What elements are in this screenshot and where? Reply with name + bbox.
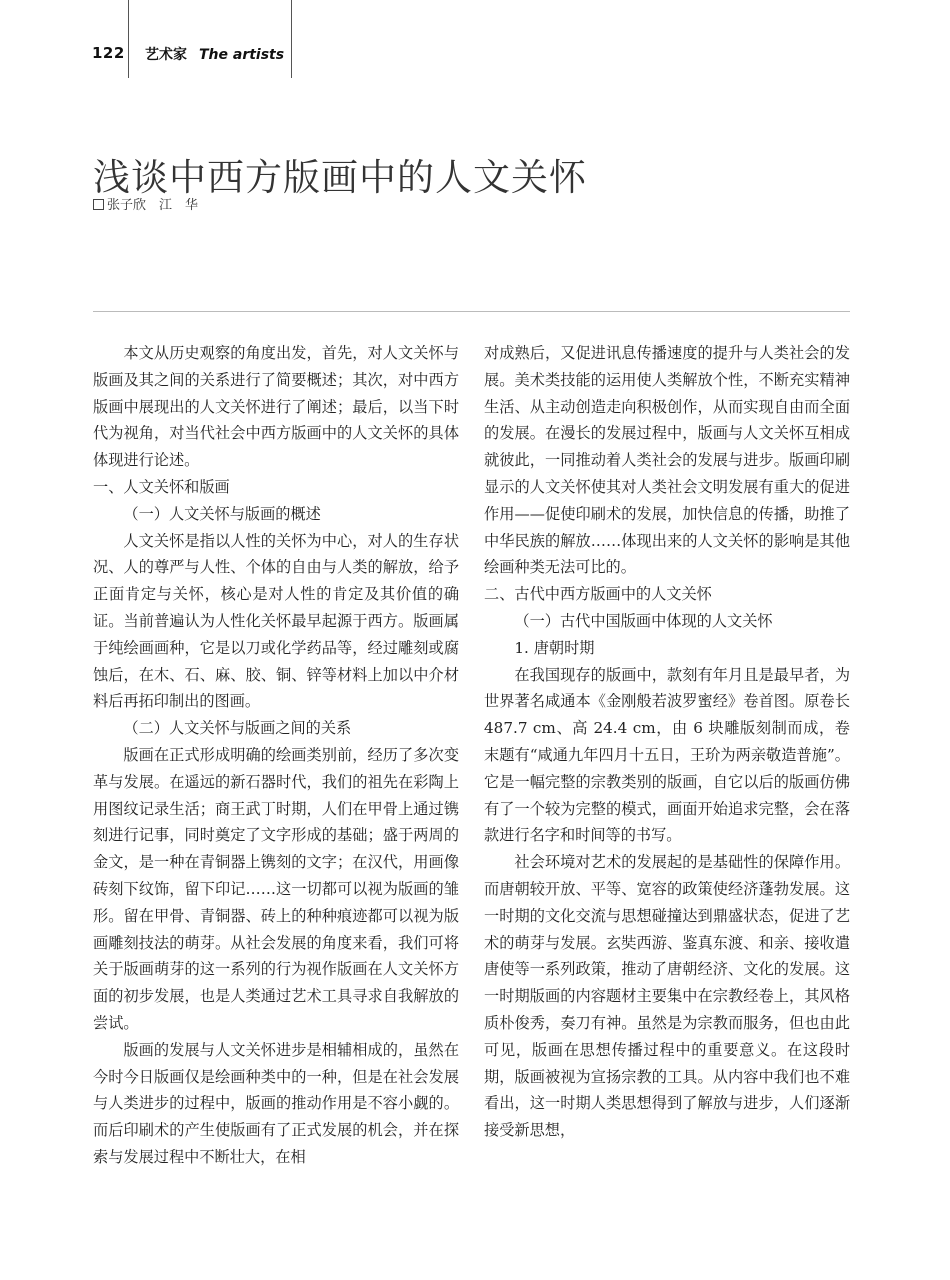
body-paragraph: 社会环境对艺术的发展起的是基础性的保障作用。而唐朝较开放、平等、宽容的政策使经济蓬勃发展。这一时期的文化交流与思想碰撞达到鼎盛状态，促进了艺术的萌芽与发展。玄奘西游、鉴真东渡、和亲、接收遣唐使等一系列政策，推动了唐朝经济、文化的发展。这一时期版画的内容题材主要集中在宗教经卷上，其风格质朴俊秀，奏刀有神。虽然是为宗教而服务，但也由此可见，版画在思想传播过程中的重要意义。在这段时期，版画被视为宣扬宗教的工具。从内容中我们也不难看出，这一时期人类思想得到了解放与进步，人们逐渐接受新思想， [484,853,850,1140]
header-divider-left [128,0,129,78]
body-paragraph: 人文关怀是指以人性的关怀为中心，对人的生存状况、人的尊严与人性、个体的自由与人类的解放，给予正面肯定与关怀，核心是对人性的肯定及其价值的确证。当前普遍认为人性化关怀最早起源于西方。版画属于纯绘画画种，它是以刀或化学药品等，经过雕刻或腐蚀后，在木、石、麻、胶、铜、锌等材料上加以中介材料后再拓印制出的图画。 [93,531,459,711]
subsection-heading: （二）人文关怀与版画之间的关系 [123,719,352,738]
sub-subsection-heading: 1. 唐朝时期 [514,638,595,657]
header-divider-right [291,0,292,78]
body-paragraph: 版画的发展与人文关怀进步是相辅相成的，虽然在今时今日版画仅是绘画种类中的一种，但是在社会发展与人类进步的过程中，版画的推动作用是不容小觑的。而后印刷术的产生使版画有了正式发展的机会，并在探索与发展过程中不断壮大，在相 [93,1040,459,1166]
body-paragraph: 在我国现存的版画中，款刻有年月且是最早者，为世界著名咸通本《金刚般若波罗蜜经》卷首图。原卷长 487.7 cm、高 24.4 cm，由 6 块雕版刻制而成，卷末题有“咸通九年四月十五日，王玠为两亲敬造普施”。它是一幅完整的宗教类别的版画，自它以后的版画仿佛有了一个较为完整的模式，画面开始追求完整，会在落款进行名字和时间等的书写。 [484,665,850,845]
section-heading: 一、人文关怀和版画 [93,477,230,496]
right-column [484,340,850,1144]
page-header [0,0,950,78]
subsection-heading: （一）人文关怀与版画的概述 [123,504,321,523]
page-number: 122 [92,44,125,62]
journal-section [145,44,284,64]
section-title-cn: 艺术家 [145,47,187,63]
authors: 张子欣 江 华 [107,198,199,213]
article-title: 浅谈中西方版画中的人文关怀 [93,155,587,199]
body-paragraph: 版画在正式形成明确的绘画类别前，经历了多次变革与发展。在遥远的新石器时代，我们的祖先在彩陶上用图纹记录生活；商王武丁时期，人们在甲骨上通过镌刻进行记事，同时奠定了文字形成的基础；盛于两周的金文，是一种在青铜器上镌刻的文字；在汉代，用画像砖刻下纹饰，留下印记……这一切都可以视为版画的雏形。留在甲骨、青铜器、砖上的种种痕迹都可以视为版画雕刻技法的萌芽。从社会发展的角度来看，我们可将关于版画萌芽的这一系列的行为视作版画在人文关怀方面的初步发展，也是人类通过艺术工具寻求自我解放的尝试。 [93,745,459,1032]
left-column [93,340,459,1171]
author-box-icon [93,199,104,210]
subsection-heading: （一）古代中国版画中体现的人文关怀 [514,611,773,630]
title-divider [93,311,850,312]
section-heading: 二、古代中西方版画中的人文关怀 [484,585,712,604]
author-line [93,194,198,213]
body-paragraph-continued: 对成熟后，又促进讯息传播速度的提升与人类社会的发展。美术类技能的运用使人类解放个性，不断充实精神生活、从主动创造走向积极创作，从而实现自由而全面的发展。在漫长的发展过程中，版画与人文关怀互相成就彼此，一同推动着人类社会的发展与进步。版画印刷显示的人文关怀使其对人类社会文明发展有重大的促进作用——促使印刷术的发展，加快信息的传播，助推了中华民族的解放……体现出来的人文关怀的影响是其他绘画种类无法可比的。 [484,344,850,577]
abstract-paragraph: 本文从历史观察的角度出发，首先，对人文关怀与版画及其之间的关系进行了简要概述；其次，对中西方版画中展现出的人文关怀进行了阐述；最后，以当下时代为视角，对当代社会中西方版画中的人文关怀的具体体现进行论述。 [93,344,459,470]
section-title-en: The artists [199,47,285,63]
